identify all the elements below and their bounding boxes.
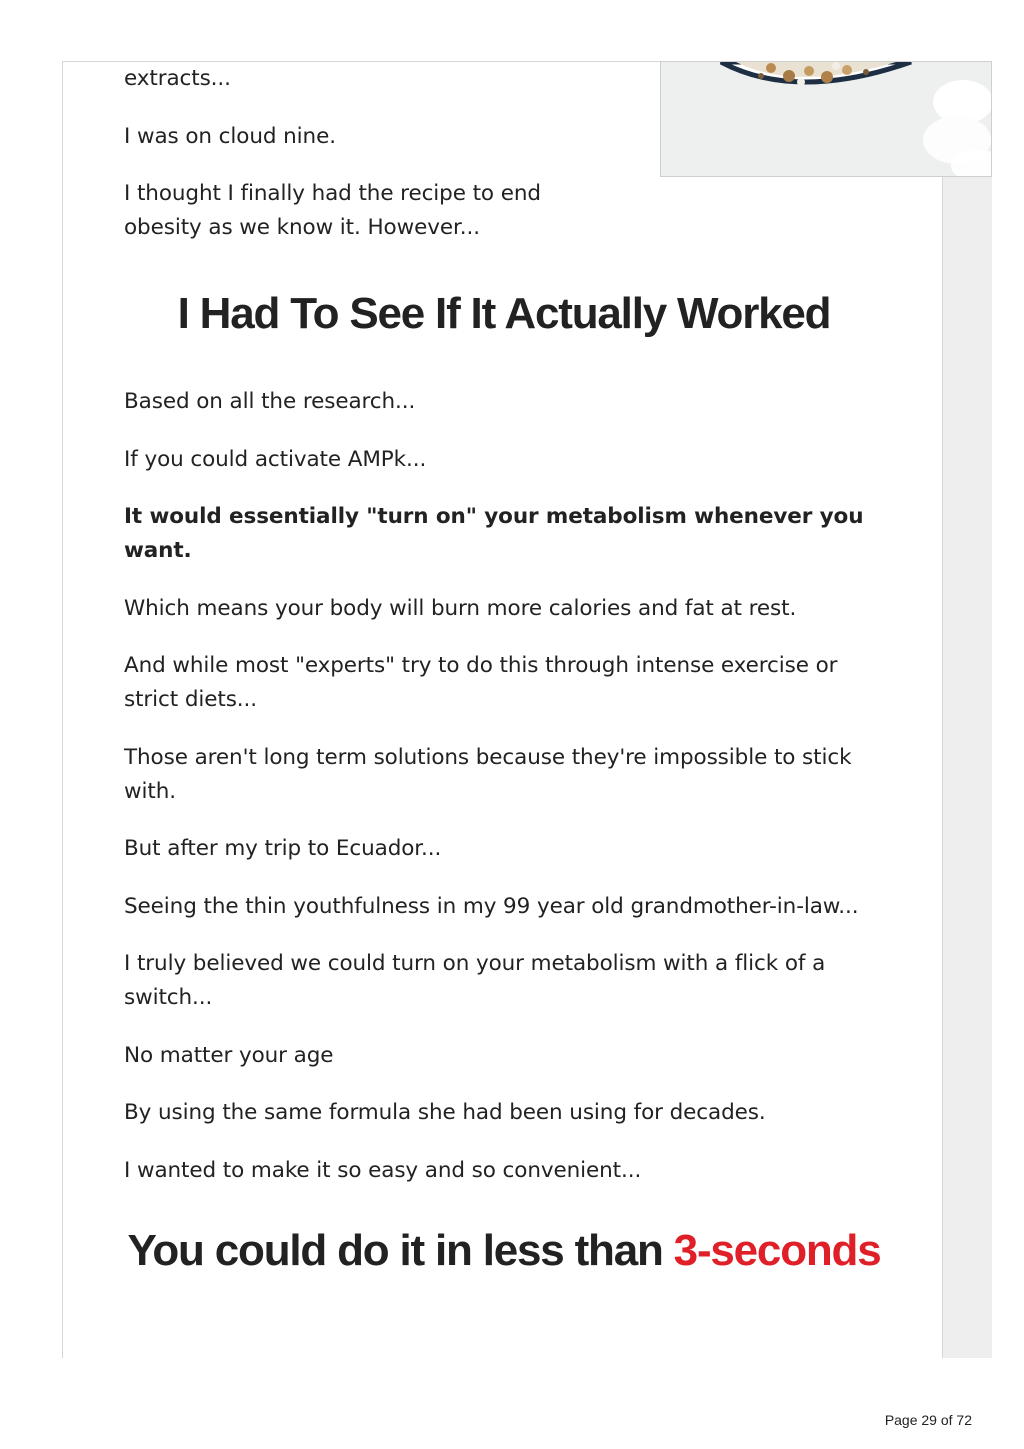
sidebar-gutter [942,176,992,1358]
body-paragraph-bold: It would essentially "turn on" your metabolism whenever you want. [124,504,864,563]
body-paragraph: If you could activate AMPk... [124,446,427,472]
section-heading: I Had To See If It Actually Worked [177,289,831,338]
intro-paragraph: extracts... [124,66,231,91]
body-paragraph: I truly believed we could turn on your metabolism with a flick of a switch... [124,951,826,1010]
body-paragraph: No matter your age [124,1042,334,1068]
cta-heading [124,1224,884,1278]
body-paragraph: Seeing the thin youthfulness in my 99 year old grandmother-in-law... [124,893,859,919]
cta-heading-highlight: 3-seconds [673,1225,881,1275]
page-number: Page 29 of 72 [884,1412,972,1428]
body-paragraph: Those aren't long term solutions because they're impossible to stick with. [124,744,852,804]
body-paragraph: By using the same formula she had been using for decades. [124,1100,766,1125]
body-paragraph: Based on all the research... [124,389,416,414]
cta-heading-text: You could do it in less than [127,1225,663,1275]
intro-paragraph: I was on cloud nine. [124,123,336,149]
article-content [124,62,884,1322]
body-paragraph: Which means your body will burn more calories and fat at rest. [124,595,797,621]
body-paragraph: And while most "experts" try to do this through intense exercise or strict diets... [124,653,838,712]
body-paragraph: I wanted to make it so easy and so convenient... [124,1157,642,1183]
body-paragraph: But after my trip to Ecuador... [124,836,442,861]
intro-paragraph: I thought I finally had the recipe to end obesity as we know it. However... [124,181,541,240]
